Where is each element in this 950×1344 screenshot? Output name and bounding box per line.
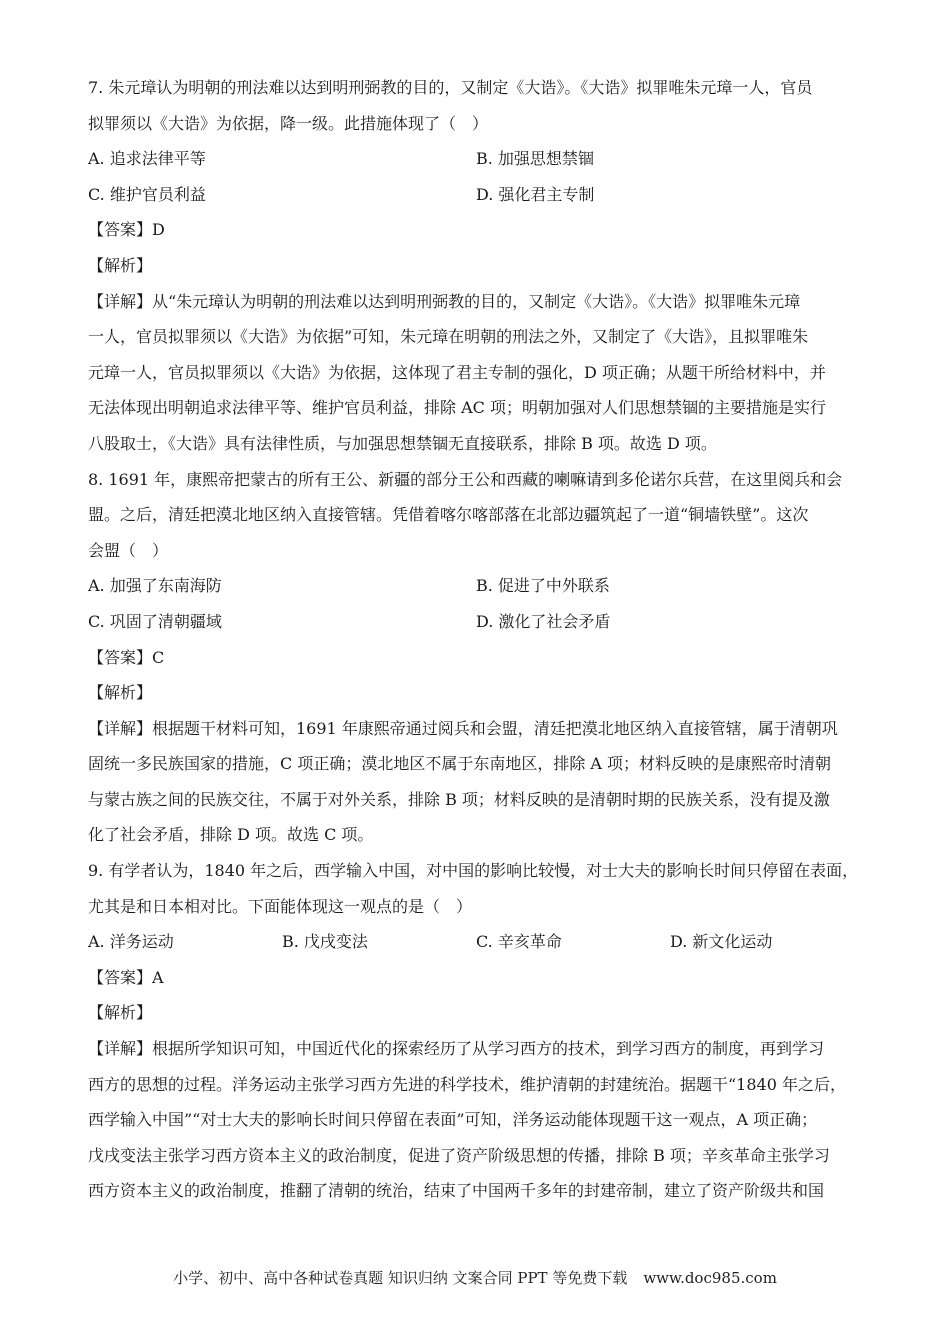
answer-line xyxy=(88,960,868,996)
question-stem-line: 9. 有学者认为，1840 年之后，西学输入中国，对中国的影响比较慢，对士大夫的影响长时间只停留在表面， xyxy=(88,861,859,881)
question-stem-line: 8. 1691 年，康熙帝把蒙古的所有王公、新疆的部分王公和西藏的喇嘛请到多伦诺尔兵营，在这里阅兵和会 xyxy=(88,469,843,489)
question-stem-line: 会盟（ ） xyxy=(88,540,169,560)
option-d: D. 激化了社会矛盾 xyxy=(476,611,611,631)
option-a: A. 追求法律平等 xyxy=(88,149,206,169)
answer-label: 【答案】 xyxy=(88,967,153,987)
option-d: D. 新文化运动 xyxy=(670,932,773,952)
detail-line: 一人，官员拟罪须以《大诰》为依据”可知，朱元璋在明朝的刑法之外，又制定了《大诰》，且拟罪唯朱 xyxy=(88,327,809,347)
detail-line: 与蒙古族之间的民族交往，不属于对外关系，排除 B 项；材料反映的是清朝时期的民族关系，没有提及激 xyxy=(88,789,830,809)
detail-line: 化了社会矛盾，排除 D 项。故选 C 项。 xyxy=(88,825,374,845)
footer-url-link[interactable]: www.doc985.com xyxy=(643,1269,777,1287)
question-stem-line: 拟罪须以《大诰》为依据，降一级。此措施体现了（ ） xyxy=(88,113,489,133)
option-a: A. 洋务运动 xyxy=(88,932,174,952)
detail-line: 【详解】从“朱元璋认为明朝的刑法难以达到明刑弼教的目的，又制定《大诰》。《大诰》拟罪唯朱元璋 xyxy=(88,291,801,311)
option-c: C. 巩固了清朝疆域 xyxy=(88,611,222,631)
analysis-label: 【解析】 xyxy=(88,683,153,703)
detail-line: 无法体现出明朝追求法律平等、维护官员利益，排除 AC 项；明朝加强对人们思想禁锢的主要措施是实行 xyxy=(88,398,826,418)
options-row xyxy=(88,604,868,640)
options-row xyxy=(88,924,868,960)
detail-line: 戊戌变法主张学习西方资本主义的政治制度，促进了资产阶级思想的传播，排除 B 项；辛亥革命主张学习 xyxy=(88,1145,830,1165)
question-stem-line: 盟。之后，清廷把漠北地区纳入直接管辖。凭借着喀尔喀部落在北部边疆筑起了一道“铜墙铁壁”。这次 xyxy=(88,505,809,525)
answer-label: 【答案】 xyxy=(88,647,153,667)
document-page xyxy=(88,70,868,1209)
question-stem-line: 7. 朱元璋认为明朝的刑法难以达到明刑弼教的目的，又制定《大诰》。《大诰》拟罪唯朱元璋一人，官员 xyxy=(88,78,813,97)
question-7 xyxy=(88,70,868,462)
answer-label: 【答案】 xyxy=(88,220,153,240)
option-c: C. 辛亥革命 xyxy=(476,932,562,952)
answer-value: C xyxy=(152,647,165,667)
question-9 xyxy=(88,853,868,1209)
detail-line: 【详解】根据题干材料可知，1691 年康熙帝通过阅兵和会盟，清廷把漠北地区纳入直接管辖，属于清朝巩 xyxy=(88,718,838,738)
options-row xyxy=(88,568,868,604)
option-d: D. 强化君主专制 xyxy=(476,184,595,204)
option-b: B. 加强思想禁锢 xyxy=(476,149,594,169)
options-row xyxy=(88,141,868,177)
option-b: B. 促进了中外联系 xyxy=(476,576,610,596)
options-row xyxy=(88,177,868,213)
answer-value: A xyxy=(152,967,164,987)
analysis-label: 【解析】 xyxy=(88,255,153,275)
question-8 xyxy=(88,462,868,854)
answer-value: D xyxy=(152,220,165,240)
footer-text: 小学、初中、高中各种试卷真题 知识归纳 文案合同 PPT 等免费下载 xyxy=(173,1269,628,1287)
option-b: B. 戊戌变法 xyxy=(282,932,368,952)
detail-line: 西学输入中国”“对士大夫的影响长时间只停留在表面”可知，洋务运动能体现题干这一观点，A 项正确； xyxy=(88,1110,818,1130)
detail-line: 八股取士，《大诰》具有法律性质，与加强思想禁锢无直接联系，排除 B 项。故选 D 项。 xyxy=(88,433,717,453)
analysis-label: 【解析】 xyxy=(88,1003,153,1023)
answer-line xyxy=(88,640,868,676)
detail-line: 西方的思想的过程。洋务运动主张学习西方先进的科学技术，维护清朝的封建统治。据题干“1840 年之后， xyxy=(88,1074,846,1094)
option-a: A. 加强了东南海防 xyxy=(88,576,222,596)
detail-line: 元璋一人，官员拟罪须以《大诰》为依据，这体现了君主专制的强化，D 项正确；从题干所给材料中，并 xyxy=(88,362,826,382)
option-c: C. 维护官员利益 xyxy=(88,184,206,204)
answer-line xyxy=(88,212,868,248)
detail-line: 固统一多民族国家的措施，C 项正确；漠北地区不属于东南地区，排除 A 项；材料反映的是康熙帝时清朝 xyxy=(88,754,832,774)
detail-line: 【详解】根据所学知识可知，中国近代化的探索经历了从学习西方的技术，到学习西方的制度，再到学习 xyxy=(88,1039,825,1059)
detail-line: 西方资本主义的政治制度，推翻了清朝的统治，结束了中国两千多年的封建帝制，建立了资产阶级共和国 xyxy=(88,1181,825,1201)
question-stem-line: 尤其是和日本相对比。下面能体现这一观点的是（ ） xyxy=(88,896,473,916)
page-footer xyxy=(0,1267,950,1288)
